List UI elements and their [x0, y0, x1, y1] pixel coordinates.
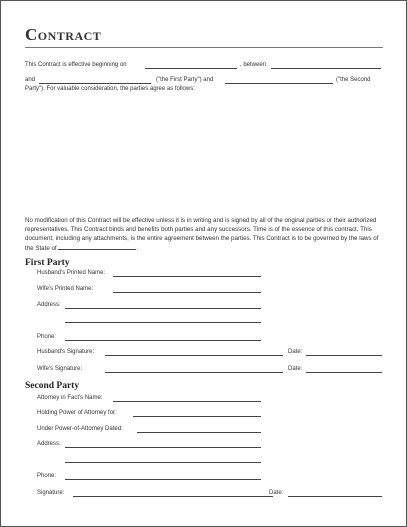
intro-and-text: and — [25, 77, 36, 83]
wife-name-field[interactable] — [113, 292, 261, 293]
closing-paragraph — [25, 216, 383, 253]
poa-dated-label: Under Power-of-Attorney Dated: — [37, 426, 123, 432]
husband-date-label: Date: — [288, 349, 303, 355]
intro-effective-text: This Contract is effective beginning on — [25, 62, 127, 68]
governing-state-field[interactable] — [58, 243, 139, 252]
first-address-field-1[interactable] — [65, 308, 261, 309]
effective-date-field[interactable] — [145, 68, 237, 69]
first-phone-label: Phone: — [37, 334, 57, 340]
second-party-name-field[interactable] — [225, 83, 333, 84]
attorney-name-field[interactable] — [113, 401, 261, 402]
holding-poa-field[interactable] — [133, 416, 261, 417]
husband-name-label: Husband's Printed Name: — [37, 270, 106, 276]
title-divider — [25, 47, 383, 48]
husband-name-field[interactable] — [113, 276, 261, 277]
second-party-heading: Second Party — [25, 381, 80, 391]
first-address-field-2[interactable] — [65, 322, 261, 323]
second-signature-field[interactable] — [73, 496, 273, 497]
first-party-ref-text: ("the First Party") and — [156, 77, 214, 83]
second-address-field-1[interactable] — [65, 447, 261, 448]
wife-date-field[interactable] — [306, 372, 382, 373]
husband-date-field[interactable] — [306, 355, 382, 356]
second-signature-label: Signature: — [37, 490, 65, 496]
first-address-label: Address: — [37, 302, 61, 308]
second-address-label: Address: — [37, 441, 61, 447]
first-phone-field[interactable] — [65, 340, 261, 341]
first-party-field-2[interactable] — [39, 83, 151, 84]
first-party-name-field[interactable] — [271, 68, 381, 69]
husband-signature-field[interactable] — [105, 355, 283, 356]
wife-date-label: Date: — [288, 366, 303, 372]
wife-signature-field[interactable] — [105, 372, 283, 373]
second-phone-label: Phone: — [37, 473, 57, 479]
first-party-heading: First Party — [25, 258, 70, 268]
closing-text: No modification of this Contract will be effective unless it is in writing and is signed by all of the original parties or their authorized representatives. This Contract binds and benefits both parties and any successors. Time is of the essence of this contract. This document, including any attachments, is the entire agreement between the parties. This Contract is to be governed by the laws of the State of — [25, 217, 379, 252]
second-phone-field[interactable] — [65, 479, 261, 480]
poa-dated-field[interactable] — [137, 432, 261, 433]
second-date-label: Date: — [269, 490, 284, 496]
intro-between-text: , between — [240, 62, 267, 68]
page-title: Contract — [25, 25, 102, 44]
holding-poa-label: Holding Power of Attorney for: — [37, 410, 117, 416]
attorney-name-label: Attorney in Fact's Name: — [37, 395, 103, 401]
intro-consideration-text: Party"). For valuable consideration, the parties agree as follows: — [25, 86, 195, 92]
husband-signature-label: Husband's Signature: — [37, 349, 95, 355]
second-address-field-2[interactable] — [65, 462, 261, 463]
wife-signature-label: Wife's Signature: — [37, 366, 83, 372]
second-date-field[interactable] — [288, 496, 382, 497]
second-party-ref-text: ("the Second — [336, 77, 371, 83]
wife-name-label: Wife's Printed Name: — [37, 286, 94, 292]
closing-end: . — [136, 245, 139, 252]
